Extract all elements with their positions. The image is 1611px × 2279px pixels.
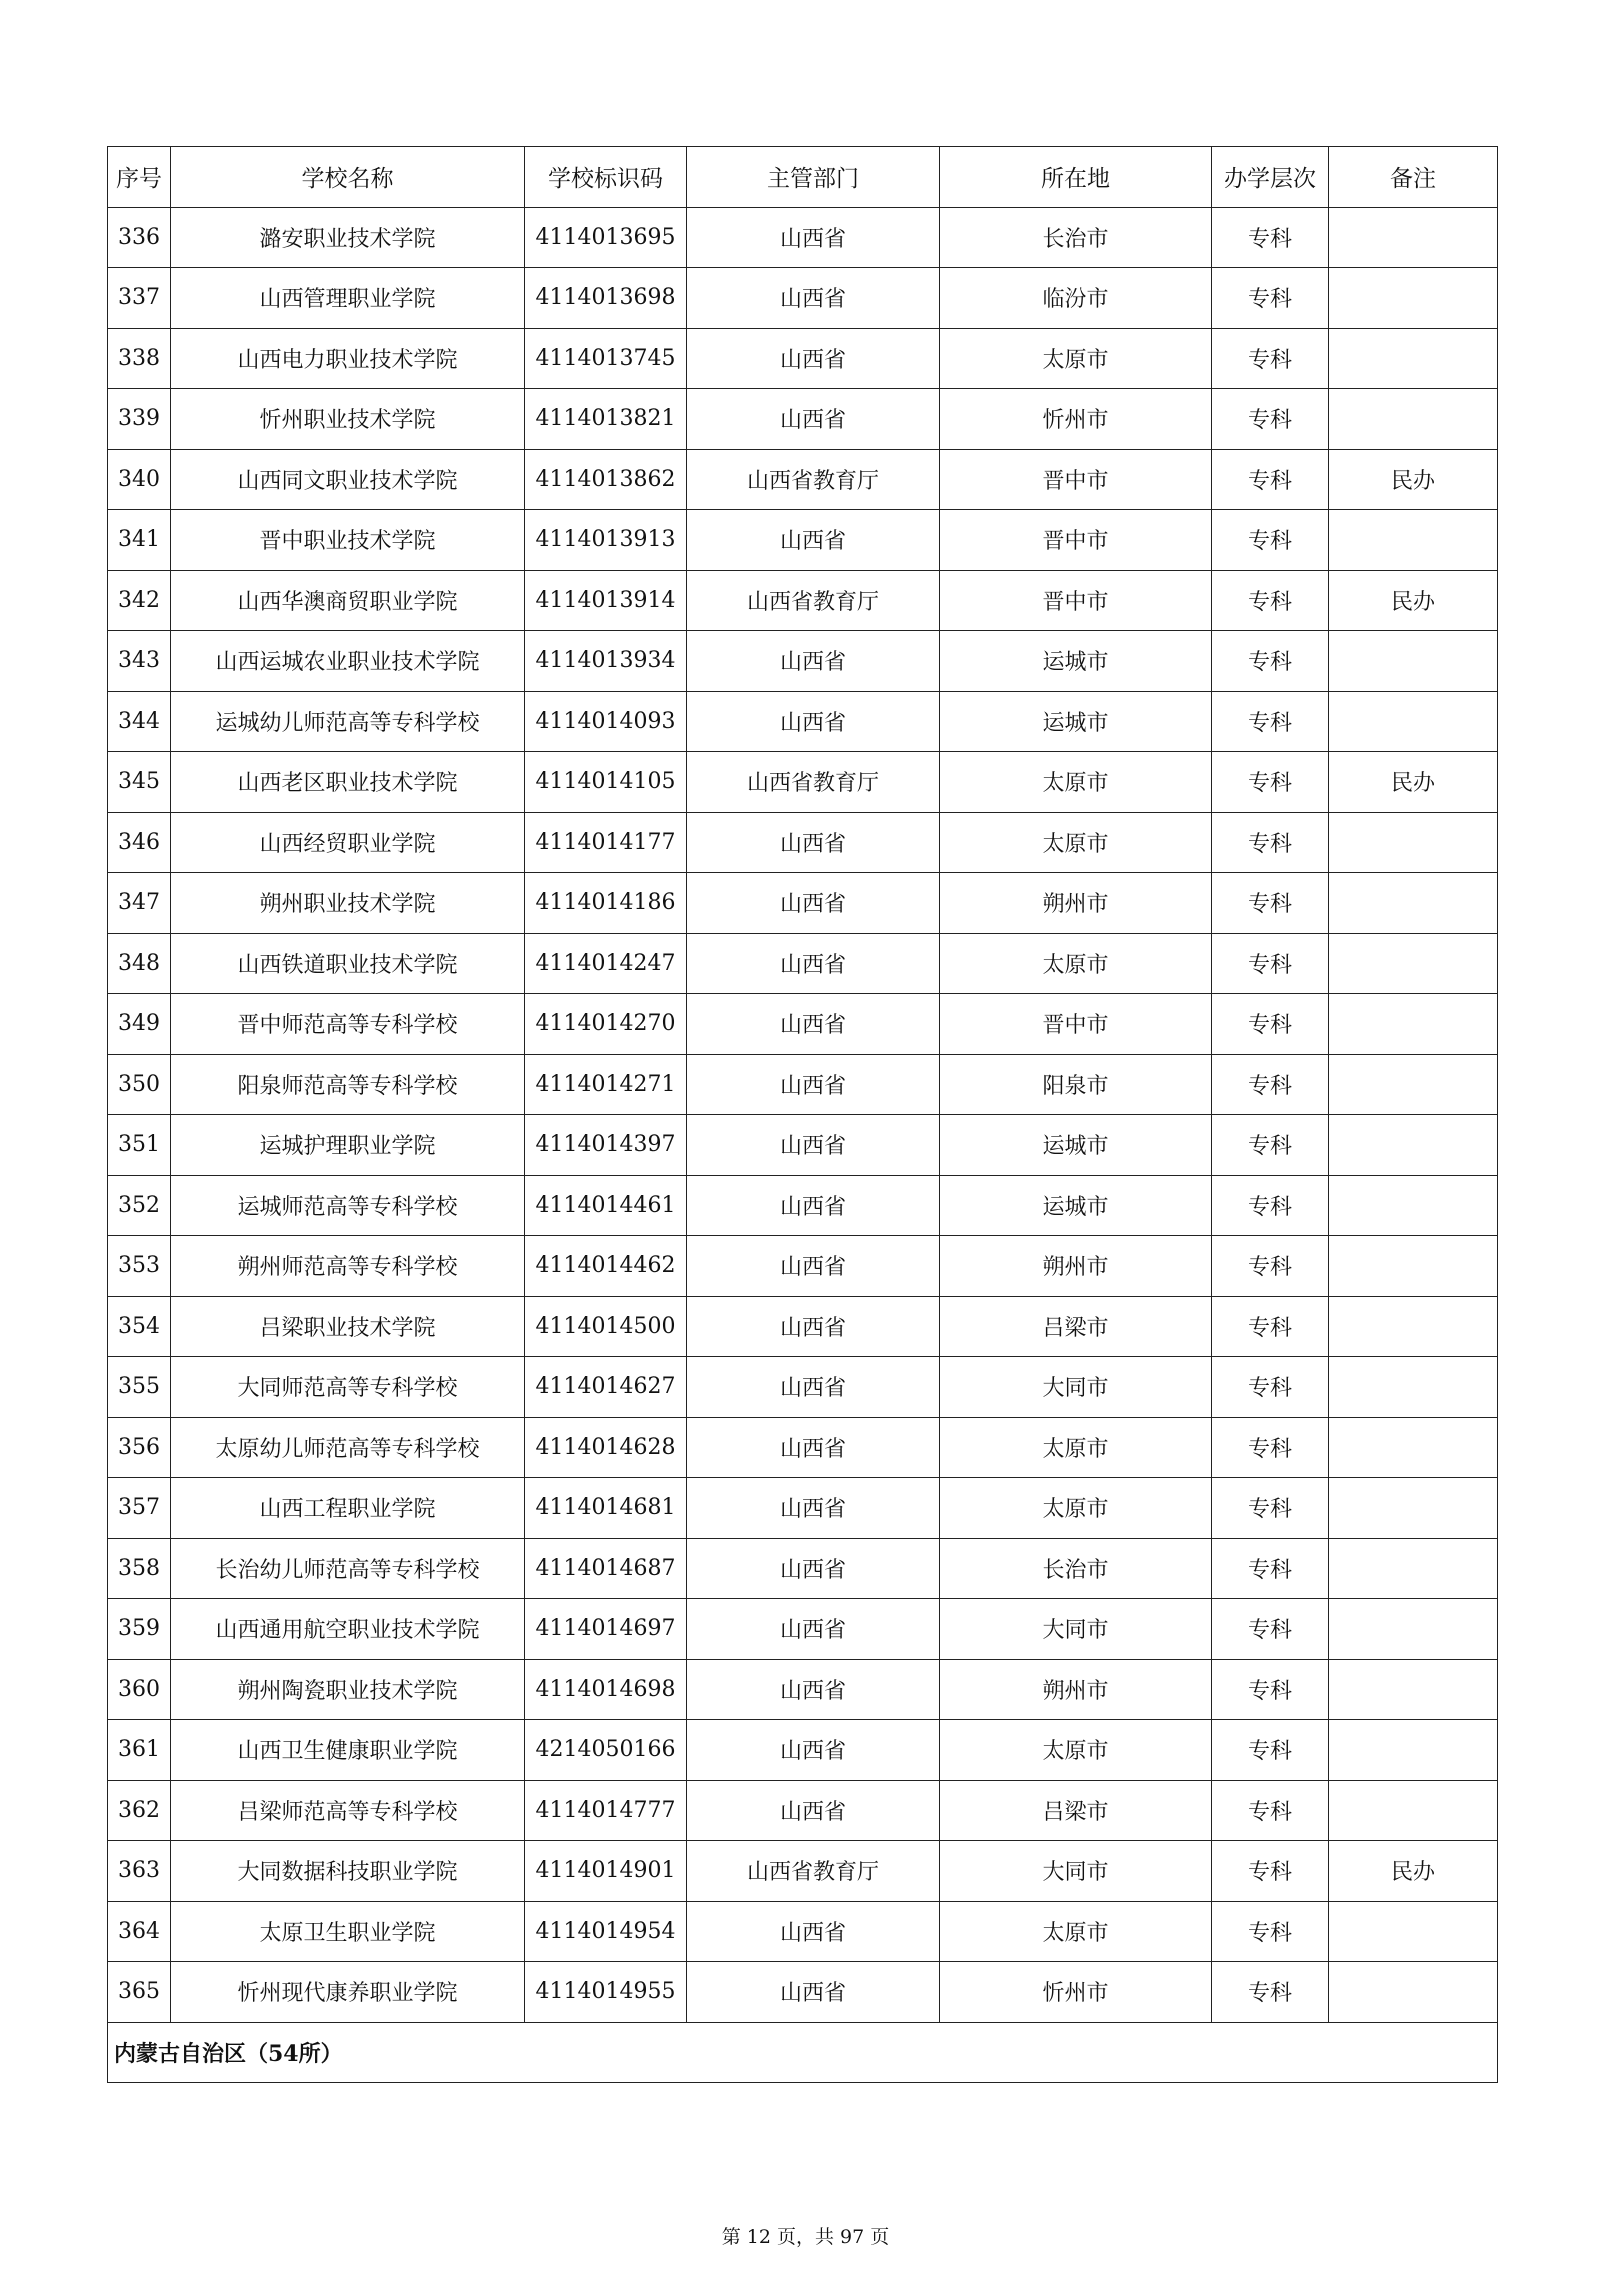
cell-index: 358 xyxy=(108,1538,171,1599)
cell-department: 山西省教育厅 xyxy=(687,752,940,813)
cell-school-name: 山西运城农业职业技术学院 xyxy=(171,631,525,692)
cell-location: 晋中市 xyxy=(940,510,1212,571)
cell-index: 339 xyxy=(108,389,171,450)
cell-remark xyxy=(1329,1417,1498,1478)
cell-remark xyxy=(1329,873,1498,934)
cell-remark xyxy=(1329,1054,1498,1115)
cell-school-name: 朔州师范高等专科学校 xyxy=(171,1236,525,1297)
cell-location: 晋中市 xyxy=(940,449,1212,510)
cell-level: 专科 xyxy=(1212,268,1329,329)
cell-school-name: 山西同文职业技术学院 xyxy=(171,449,525,510)
cell-index: 352 xyxy=(108,1175,171,1236)
cell-school-code: 4114014627 xyxy=(525,1357,687,1418)
cell-school-code: 4114014247 xyxy=(525,933,687,994)
cell-school-code: 4114014697 xyxy=(525,1599,687,1660)
cell-index: 362 xyxy=(108,1780,171,1841)
cell-remark xyxy=(1329,1236,1498,1297)
cell-location: 朔州市 xyxy=(940,1659,1212,1720)
cell-level: 专科 xyxy=(1212,994,1329,1055)
cell-index: 342 xyxy=(108,570,171,631)
cell-location: 太原市 xyxy=(940,1720,1212,1781)
cell-school-code: 4114014461 xyxy=(525,1175,687,1236)
cell-school-name: 忻州职业技术学院 xyxy=(171,389,525,450)
cell-school-code: 4114014698 xyxy=(525,1659,687,1720)
cell-school-name: 山西工程职业学院 xyxy=(171,1478,525,1539)
cell-location: 太原市 xyxy=(940,933,1212,994)
cell-department: 山西省 xyxy=(687,1054,940,1115)
cell-location: 朔州市 xyxy=(940,873,1212,934)
cell-department: 山西省 xyxy=(687,1720,940,1781)
cell-remark: 民办 xyxy=(1329,570,1498,631)
cell-index: 344 xyxy=(108,691,171,752)
cell-school-name: 山西老区职业技术学院 xyxy=(171,752,525,813)
cell-school-name: 山西卫生健康职业学院 xyxy=(171,1720,525,1781)
table-row xyxy=(108,631,1498,692)
cell-school-code: 4114014901 xyxy=(525,1841,687,1902)
cell-location: 大同市 xyxy=(940,1841,1212,1902)
table-row xyxy=(108,1357,1498,1418)
cell-index: 348 xyxy=(108,933,171,994)
cell-location: 吕梁市 xyxy=(940,1780,1212,1841)
cell-index: 360 xyxy=(108,1659,171,1720)
cell-remark xyxy=(1329,1962,1498,2023)
header-department: 主管部门 xyxy=(687,147,940,208)
cell-index: 355 xyxy=(108,1357,171,1418)
cell-department: 山西省教育厅 xyxy=(687,570,940,631)
cell-level: 专科 xyxy=(1212,1478,1329,1539)
cell-remark xyxy=(1329,1780,1498,1841)
cell-school-code: 4114014777 xyxy=(525,1780,687,1841)
cell-location: 大同市 xyxy=(940,1357,1212,1418)
cell-level: 专科 xyxy=(1212,1115,1329,1176)
cell-department: 山西省 xyxy=(687,1357,940,1418)
cell-department: 山西省教育厅 xyxy=(687,449,940,510)
table-row xyxy=(108,1175,1498,1236)
cell-index: 363 xyxy=(108,1841,171,1902)
cell-index: 353 xyxy=(108,1236,171,1297)
cell-location: 晋中市 xyxy=(940,994,1212,1055)
cell-location: 运城市 xyxy=(940,691,1212,752)
table-row xyxy=(108,1236,1498,1297)
table-row xyxy=(108,389,1498,450)
cell-index: 354 xyxy=(108,1296,171,1357)
cell-school-code: 4114014270 xyxy=(525,994,687,1055)
cell-level: 专科 xyxy=(1212,1659,1329,1720)
cell-department: 山西省 xyxy=(687,812,940,873)
cell-level: 专科 xyxy=(1212,449,1329,510)
cell-department: 山西省 xyxy=(687,1780,940,1841)
cell-index: 356 xyxy=(108,1417,171,1478)
cell-index: 346 xyxy=(108,812,171,873)
cell-department: 山西省 xyxy=(687,1236,940,1297)
cell-school-name: 朔州陶瓷职业技术学院 xyxy=(171,1659,525,1720)
cell-level: 专科 xyxy=(1212,873,1329,934)
cell-school-name: 山西经贸职业学院 xyxy=(171,812,525,873)
table-row xyxy=(108,207,1498,268)
cell-department: 山西省 xyxy=(687,933,940,994)
cell-index: 357 xyxy=(108,1478,171,1539)
cell-school-code: 4114014681 xyxy=(525,1478,687,1539)
table-row xyxy=(108,268,1498,329)
cell-department: 山西省 xyxy=(687,207,940,268)
table-row xyxy=(108,933,1498,994)
cell-level: 专科 xyxy=(1212,1175,1329,1236)
cell-remark xyxy=(1329,1720,1498,1781)
cell-level: 专科 xyxy=(1212,1599,1329,1660)
cell-level: 专科 xyxy=(1212,1357,1329,1418)
cell-remark xyxy=(1329,631,1498,692)
cell-school-code: 4114014186 xyxy=(525,873,687,934)
cell-department: 山西省 xyxy=(687,1417,940,1478)
cell-school-code: 4114014093 xyxy=(525,691,687,752)
cell-school-code: 4114014462 xyxy=(525,1236,687,1297)
cell-school-name: 运城幼儿师范高等专科学校 xyxy=(171,691,525,752)
cell-department: 山西省 xyxy=(687,1659,940,1720)
cell-school-name: 山西电力职业技术学院 xyxy=(171,328,525,389)
header-remark: 备注 xyxy=(1329,147,1498,208)
cell-index: 349 xyxy=(108,994,171,1055)
cell-school-name: 山西华澳商贸职业学院 xyxy=(171,570,525,631)
cell-location: 大同市 xyxy=(940,1599,1212,1660)
cell-department: 山西省 xyxy=(687,389,940,450)
cell-index: 343 xyxy=(108,631,171,692)
table-row xyxy=(108,994,1498,1055)
cell-school-code: 4114014955 xyxy=(525,1962,687,2023)
cell-school-code: 4114014271 xyxy=(525,1054,687,1115)
cell-school-code: 4114014177 xyxy=(525,812,687,873)
table-row xyxy=(108,1054,1498,1115)
cell-school-name: 大同师范高等专科学校 xyxy=(171,1357,525,1418)
cell-department: 山西省 xyxy=(687,328,940,389)
cell-department: 山西省 xyxy=(687,1901,940,1962)
cell-school-name: 吕梁职业技术学院 xyxy=(171,1296,525,1357)
region-label: 内蒙古自治区（54所） xyxy=(108,2022,1498,2083)
table-row xyxy=(108,1962,1498,2023)
cell-school-code: 4114013695 xyxy=(525,207,687,268)
cell-school-name: 长治幼儿师范高等专科学校 xyxy=(171,1538,525,1599)
cell-location: 太原市 xyxy=(940,752,1212,813)
cell-remark xyxy=(1329,994,1498,1055)
table-row xyxy=(108,873,1498,934)
cell-level: 专科 xyxy=(1212,1780,1329,1841)
header-location: 所在地 xyxy=(940,147,1212,208)
cell-location: 朔州市 xyxy=(940,1236,1212,1297)
cell-remark xyxy=(1329,1478,1498,1539)
cell-school-code: 4114013934 xyxy=(525,631,687,692)
cell-school-code: 4114014105 xyxy=(525,752,687,813)
cell-remark xyxy=(1329,510,1498,571)
cell-department: 山西省 xyxy=(687,268,940,329)
cell-level: 专科 xyxy=(1212,752,1329,813)
cell-index: 338 xyxy=(108,328,171,389)
cell-location: 太原市 xyxy=(940,1417,1212,1478)
cell-level: 专科 xyxy=(1212,691,1329,752)
cell-remark xyxy=(1329,1659,1498,1720)
table-row xyxy=(108,510,1498,571)
cell-remark xyxy=(1329,691,1498,752)
cell-index: 345 xyxy=(108,752,171,813)
cell-remark xyxy=(1329,389,1498,450)
cell-school-name: 大同数据科技职业学院 xyxy=(171,1841,525,1902)
cell-level: 专科 xyxy=(1212,207,1329,268)
cell-school-code: 4114013821 xyxy=(525,389,687,450)
table-row xyxy=(108,570,1498,631)
cell-index: 336 xyxy=(108,207,171,268)
cell-remark xyxy=(1329,328,1498,389)
table-row xyxy=(108,1901,1498,1962)
table-row xyxy=(108,752,1498,813)
cell-school-name: 潞安职业技术学院 xyxy=(171,207,525,268)
cell-department: 山西省 xyxy=(687,631,940,692)
table-row xyxy=(108,1538,1498,1599)
cell-level: 专科 xyxy=(1212,1296,1329,1357)
cell-location: 太原市 xyxy=(940,328,1212,389)
cell-index: 340 xyxy=(108,449,171,510)
table-row xyxy=(108,1841,1498,1902)
cell-level: 专科 xyxy=(1212,1841,1329,1902)
cell-department: 山西省 xyxy=(687,1115,940,1176)
region-row xyxy=(108,2022,1498,2083)
table-row xyxy=(108,449,1498,510)
cell-level: 专科 xyxy=(1212,933,1329,994)
cell-department: 山西省 xyxy=(687,510,940,571)
cell-level: 专科 xyxy=(1212,812,1329,873)
cell-department: 山西省 xyxy=(687,1599,940,1660)
cell-department: 山西省 xyxy=(687,1478,940,1539)
cell-department: 山西省 xyxy=(687,1538,940,1599)
table-row xyxy=(108,328,1498,389)
cell-school-name: 山西铁道职业技术学院 xyxy=(171,933,525,994)
cell-remark: 民办 xyxy=(1329,449,1498,510)
cell-index: 365 xyxy=(108,1962,171,2023)
cell-remark xyxy=(1329,207,1498,268)
cell-location: 运城市 xyxy=(940,1115,1212,1176)
cell-department: 山西省 xyxy=(687,994,940,1055)
cell-school-code: 4114014500 xyxy=(525,1296,687,1357)
cell-remark: 民办 xyxy=(1329,752,1498,813)
cell-school-code: 4114013862 xyxy=(525,449,687,510)
cell-location: 长治市 xyxy=(940,207,1212,268)
cell-level: 专科 xyxy=(1212,1054,1329,1115)
cell-remark xyxy=(1329,1599,1498,1660)
cell-index: 351 xyxy=(108,1115,171,1176)
school-list-table xyxy=(107,146,1498,2083)
cell-location: 临汾市 xyxy=(940,268,1212,329)
cell-index: 341 xyxy=(108,510,171,571)
cell-school-code: 4114014628 xyxy=(525,1417,687,1478)
cell-school-code: 4114013914 xyxy=(525,570,687,631)
cell-department: 山西省 xyxy=(687,691,940,752)
cell-remark xyxy=(1329,1901,1498,1962)
cell-index: 359 xyxy=(108,1599,171,1660)
table-row xyxy=(108,812,1498,873)
table-row xyxy=(108,1478,1498,1539)
table-row xyxy=(108,1780,1498,1841)
table-row xyxy=(108,1296,1498,1357)
cell-remark xyxy=(1329,1357,1498,1418)
cell-level: 专科 xyxy=(1212,510,1329,571)
cell-level: 专科 xyxy=(1212,1720,1329,1781)
cell-location: 吕梁市 xyxy=(940,1296,1212,1357)
cell-school-name: 忻州现代康养职业学院 xyxy=(171,1962,525,2023)
cell-remark xyxy=(1329,933,1498,994)
cell-department: 山西省教育厅 xyxy=(687,1841,940,1902)
header-school-code: 学校标识码 xyxy=(525,147,687,208)
table-row xyxy=(108,1599,1498,1660)
cell-school-code: 4114014397 xyxy=(525,1115,687,1176)
cell-location: 晋中市 xyxy=(940,570,1212,631)
cell-index: 350 xyxy=(108,1054,171,1115)
cell-school-name: 吕梁师范高等专科学校 xyxy=(171,1780,525,1841)
cell-index: 337 xyxy=(108,268,171,329)
table-row xyxy=(108,691,1498,752)
cell-school-name: 晋中师范高等专科学校 xyxy=(171,994,525,1055)
table-row xyxy=(108,1720,1498,1781)
cell-school-code: 4114013913 xyxy=(525,510,687,571)
cell-department: 山西省 xyxy=(687,873,940,934)
cell-school-name: 太原卫生职业学院 xyxy=(171,1901,525,1962)
cell-school-name: 朔州职业技术学院 xyxy=(171,873,525,934)
cell-location: 忻州市 xyxy=(940,389,1212,450)
cell-school-code: 4214050166 xyxy=(525,1720,687,1781)
cell-school-name: 运城师范高等专科学校 xyxy=(171,1175,525,1236)
cell-level: 专科 xyxy=(1212,328,1329,389)
cell-department: 山西省 xyxy=(687,1175,940,1236)
table-row xyxy=(108,1659,1498,1720)
cell-school-name: 山西管理职业学院 xyxy=(171,268,525,329)
cell-level: 专科 xyxy=(1212,631,1329,692)
cell-level: 专科 xyxy=(1212,570,1329,631)
page-footer: 第 12 页，共 97 页 xyxy=(721,2226,890,2248)
cell-school-name: 运城护理职业学院 xyxy=(171,1115,525,1176)
header-level: 办学层次 xyxy=(1212,147,1329,208)
cell-remark xyxy=(1329,1538,1498,1599)
cell-index: 347 xyxy=(108,873,171,934)
cell-department: 山西省 xyxy=(687,1962,940,2023)
table-header-row xyxy=(108,147,1498,208)
table-row xyxy=(108,1115,1498,1176)
cell-remark xyxy=(1329,812,1498,873)
cell-remark xyxy=(1329,1115,1498,1176)
cell-level: 专科 xyxy=(1212,1538,1329,1599)
cell-school-name: 太原幼儿师范高等专科学校 xyxy=(171,1417,525,1478)
cell-level: 专科 xyxy=(1212,1236,1329,1297)
cell-location: 太原市 xyxy=(940,1901,1212,1962)
cell-index: 361 xyxy=(108,1720,171,1781)
cell-school-name: 山西通用航空职业技术学院 xyxy=(171,1599,525,1660)
cell-location: 太原市 xyxy=(940,812,1212,873)
cell-department: 山西省 xyxy=(687,1296,940,1357)
cell-remark xyxy=(1329,268,1498,329)
cell-school-code: 4114014954 xyxy=(525,1901,687,1962)
cell-location: 运城市 xyxy=(940,1175,1212,1236)
cell-school-code: 4114013698 xyxy=(525,268,687,329)
cell-remark xyxy=(1329,1296,1498,1357)
cell-level: 专科 xyxy=(1212,1901,1329,1962)
table-body xyxy=(108,207,1498,2022)
cell-school-name: 阳泉师范高等专科学校 xyxy=(171,1054,525,1115)
cell-school-code: 4114014687 xyxy=(525,1538,687,1599)
header-school-name: 学校名称 xyxy=(171,147,525,208)
cell-index: 364 xyxy=(108,1901,171,1962)
table-row xyxy=(108,1417,1498,1478)
header-index: 序号 xyxy=(108,147,171,208)
cell-level: 专科 xyxy=(1212,1417,1329,1478)
cell-level: 专科 xyxy=(1212,389,1329,450)
cell-location: 忻州市 xyxy=(940,1962,1212,2023)
cell-location: 阳泉市 xyxy=(940,1054,1212,1115)
cell-location: 运城市 xyxy=(940,631,1212,692)
cell-remark: 民办 xyxy=(1329,1841,1498,1902)
cell-location: 长治市 xyxy=(940,1538,1212,1599)
cell-school-name: 晋中职业技术学院 xyxy=(171,510,525,571)
cell-location: 太原市 xyxy=(940,1478,1212,1539)
cell-remark xyxy=(1329,1175,1498,1236)
cell-school-code: 4114013745 xyxy=(525,328,687,389)
cell-level: 专科 xyxy=(1212,1962,1329,2023)
